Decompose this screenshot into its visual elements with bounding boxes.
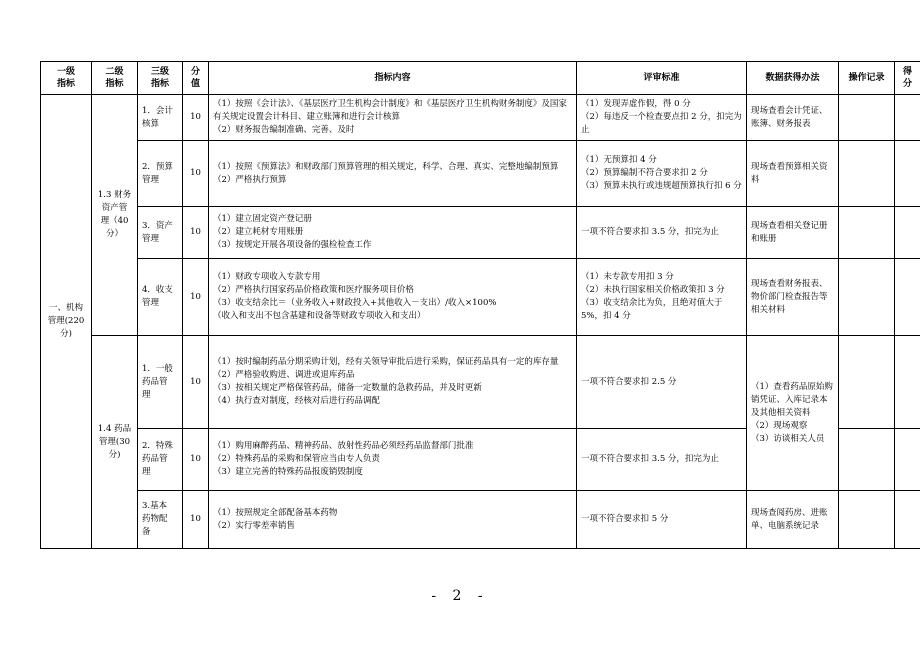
standard-cell: （1）未专款专用扣 3 分 （2）未执行国家相关价格政策扣 3 分 （3）收支结余比为负，且绝对值大于 5%，扣 4 分 (577, 259, 747, 336)
content-cell: （1）按时编制药品分期采购计划，经有关领导审批后进行采购，保证药品具有一定的库存量 （2）严格验收购进、调进或退库药品 （3）按相关规定严格保管药品，储备一定数量的急救药品，并及时更新 （4）执行查对制度，经核对后进行药品调配 (209, 336, 577, 429)
method-cell: 现场查看会计凭证、账簿、财务报表 (747, 95, 839, 141)
content-cell: （1）按照《预算法》和财政部门预算管理的相关规定，科学、合理、真实、完整地编制预算 （2）严格执行预算 (209, 141, 577, 207)
result-cell[interactable] (895, 207, 920, 259)
score-cell: 10 (183, 259, 209, 336)
result-cell[interactable] (895, 141, 920, 207)
evaluation-table (40, 61, 920, 549)
record-cell[interactable] (839, 141, 895, 207)
result-cell[interactable] (895, 336, 920, 429)
method-cell: 现场查阅药房、进账单、电脑系统记录 (747, 491, 839, 549)
page-number: - 2 - (431, 588, 489, 604)
result-cell[interactable] (895, 95, 920, 141)
score-cell: 10 (183, 207, 209, 259)
level2-drug-cell: 1.4 药品 管理(30 分) (92, 336, 138, 549)
table-row (41, 336, 920, 429)
standard-cell: 一项不符合要求扣 3.5 分，扣完为止 (577, 429, 747, 491)
level3-cell: 3．资产 管理 (138, 207, 183, 259)
content-cell: （1）财政专项收入专款专用 （2）严格执行国家药品价格政策和医疗服务项目价格 （3）收支结余比＝（业务收入+财政投入+其他收入－支出）/收入×100% （收入和支出不包含基建和设备等财政专项收入和支出） (209, 259, 577, 336)
record-cell[interactable] (839, 429, 895, 491)
header-score: 分 值 (183, 62, 209, 95)
table-row (41, 491, 920, 549)
header-result: 得 分 (895, 62, 920, 95)
header-level2: 二级 指标 (92, 62, 138, 95)
table-row (41, 259, 920, 336)
header-content: 指标内容 (209, 62, 577, 95)
content-cell: （1）购用麻醉药品、精神药品、放射性药品必须经药品监督部门批准 （2）特殊药品的采购和保管应当由专人负责 （3）建立完善的特殊药品报废销毁制度 (209, 429, 577, 491)
content-cell: （1）按照《会计法》、《基层医疗卫生机构会计制度》和《基层医疗卫生机构财务制度》及国家有关规定设置会计科目、建立账簿和进行会计核算 （2）财务报告编制准确、完善、及时 (209, 95, 577, 141)
level2-finance-cell: 1.3 财务 资产管 理（40 分） (92, 95, 138, 336)
level3-cell: 4．收支 管理 (138, 259, 183, 336)
level3-cell: 2．特殊 药品管 理 (138, 429, 183, 491)
level3-cell: 1．会计 核算 (138, 95, 183, 141)
record-cell[interactable] (839, 491, 895, 549)
standard-cell: 一项不符合要求扣 3.5 分，扣完为止 (577, 207, 747, 259)
score-cell: 10 (183, 95, 209, 141)
standard-cell: 一项不符合要求扣 5 分 (577, 491, 747, 549)
header-record: 操作记录 (839, 62, 895, 95)
method-cell: 现场查看财务报表、物价部门检查报告等相关材料 (747, 259, 839, 336)
method-cell: 现场查看相关登记册和账册 (747, 207, 839, 259)
table-header-row (41, 62, 920, 95)
record-cell[interactable] (839, 207, 895, 259)
score-cell: 10 (183, 429, 209, 491)
header-level3: 三级 指标 (138, 62, 183, 95)
result-cell[interactable] (895, 259, 920, 336)
standard-cell: （1）发现弄虚作假，得 0 分 （2）每违反一个检查要点扣 2 分，扣完为止 (577, 95, 747, 141)
result-cell[interactable] (895, 491, 920, 549)
result-cell[interactable] (895, 429, 920, 491)
header-level1: 一级 指标 (41, 62, 92, 95)
content-cell: （1）按照规定全部配备基本药物 （2）实行零差率销售 (209, 491, 577, 549)
score-cell: 10 (183, 336, 209, 429)
method-shared-cell: （1）查看药品原始购销凭证、入库记录本及其他相关资料 （2）现场观察 （3）访谈相关人员 (747, 336, 839, 491)
table-row (41, 207, 920, 259)
header-standard: 评审标准 (577, 62, 747, 95)
level3-cell: 1．一般 药品管 理 (138, 336, 183, 429)
content-cell: （1）建立固定资产登记册 （2）建立耗材专用账册 （3）按规定开展各项设备的强检检查工作 (209, 207, 577, 259)
method-cell: 现场查看预算相关资料 (747, 141, 839, 207)
level3-cell: 2．预算 管理 (138, 141, 183, 207)
record-cell[interactable] (839, 95, 895, 141)
record-cell[interactable] (839, 259, 895, 336)
table-row (41, 95, 920, 141)
level3-cell: 3.基本 药物配 备 (138, 491, 183, 549)
standard-cell: （1）无预算扣 4 分 （2）预算编制不符合要求扣 2 分 （3）预算未执行或违规超预算执行扣 6 分 (577, 141, 747, 207)
record-cell[interactable] (839, 336, 895, 429)
table-row (41, 141, 920, 207)
score-cell: 10 (183, 141, 209, 207)
standard-cell: 一项不符合要求扣 2.5 分 (577, 336, 747, 429)
score-cell: 10 (183, 491, 209, 549)
header-method: 数据获得办法 (747, 62, 839, 95)
level1-cell: 一、机构 管理(220 分) (41, 95, 92, 549)
